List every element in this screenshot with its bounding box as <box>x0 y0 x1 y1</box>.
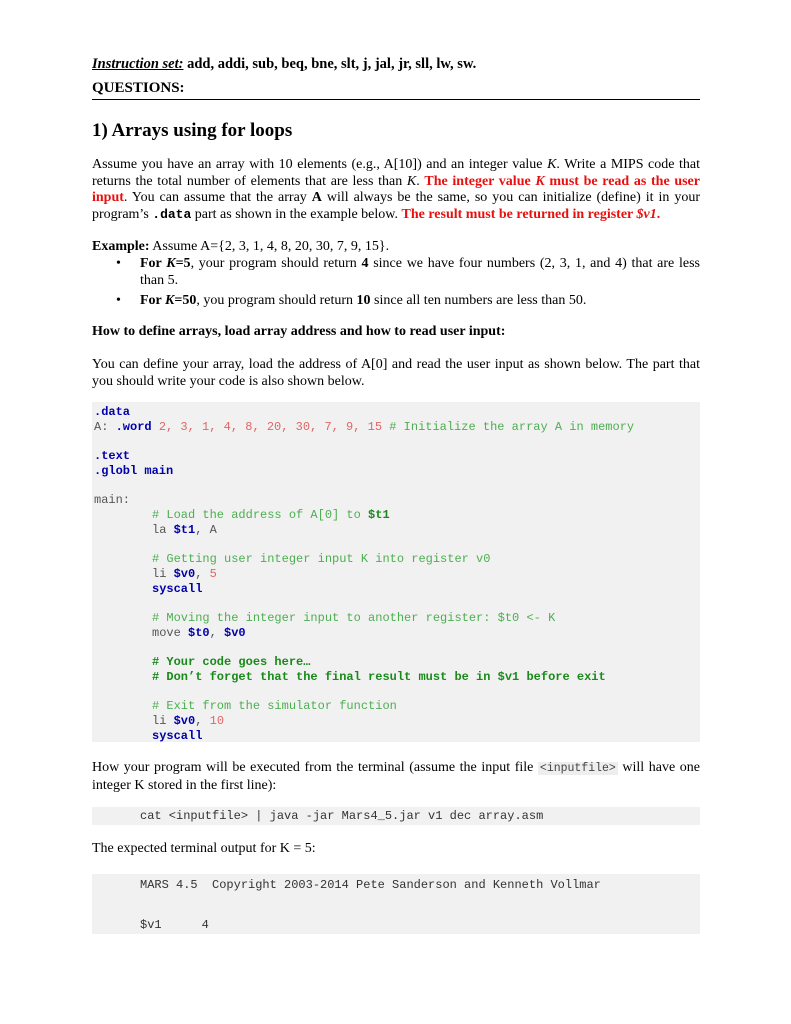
comment: # Moving the integer input to another register: $t0 <- K <box>152 611 556 625</box>
word-comment: # Initialize the array A in memory <box>382 420 635 434</box>
code-line <box>94 420 634 434</box>
comment: # Exit from the simulator function <box>152 699 397 713</box>
command-line: cat <inputfile> | java -jar Mars4_5.jar v1 dec array.asm <box>140 809 544 823</box>
exec-text-1: How your program will be executed from the terminal (assume the input file <box>92 760 538 775</box>
op: move <box>152 626 189 640</box>
expected-paragraph: The expected terminal output for K = 5: <box>92 841 316 856</box>
bullet-rest2: since all ten numbers are less than 50. <box>370 293 587 308</box>
code-line <box>152 670 606 684</box>
arg: , A <box>195 523 217 537</box>
command-block <box>92 807 700 825</box>
bullet-val: 4 <box>361 256 369 271</box>
reg: $t1 <box>173 523 196 537</box>
intro-k-1: K <box>547 157 557 172</box>
text-directive: .text <box>94 449 131 463</box>
code-line <box>152 552 490 566</box>
intro-text-1: Assume you have an array with 10 elements (e.g., A[10]) and an integer value <box>92 157 548 172</box>
example-text: Assume A={2, 3, 1, 4, 8, 20, 30, 7, 9, 15}. <box>149 239 390 254</box>
op: li <box>152 714 174 728</box>
code-line <box>152 729 202 743</box>
bullet-rest1: , you program should return <box>196 293 357 308</box>
reg: $v0 <box>173 567 196 581</box>
reg: $v0 <box>224 626 246 640</box>
bullet-k: K <box>165 293 175 308</box>
bullet-lead: For <box>140 293 166 308</box>
section-title: 1) Arrays using for loops <box>92 120 293 141</box>
comment-bold: # Don’t forget that the final result must be in $v1 before exit <box>152 670 606 684</box>
code-line <box>152 567 217 581</box>
reg: $v0 <box>173 714 196 728</box>
sep: , <box>195 567 210 581</box>
code-line <box>152 699 397 713</box>
intro-text-5: will always be the same, so you can initialize (define) it in your program’s <box>92 190 700 222</box>
instruction-set-list: add, addi, sub, beq, bne, slt, j, jal, jr, sll, lw, sw. <box>183 56 477 72</box>
exec-text-2: will have one integer K stored in the first line): <box>92 760 700 793</box>
code-line <box>94 493 130 507</box>
sep: , <box>195 714 210 728</box>
code-line <box>152 523 217 537</box>
exec-paragraph <box>92 760 700 794</box>
word-values: 2, 3, 1, 4, 8, 20, 30, 7, 9, 15 <box>151 420 383 434</box>
code-line <box>94 405 130 419</box>
code-line <box>152 714 224 728</box>
code-block <box>92 402 700 742</box>
reg: $t0 <box>188 626 210 640</box>
example-label: Example: <box>92 239 150 254</box>
output-line: MARS 4.5 Copyright 2003-2014 Pete Sanderson and Kenneth Vollmar <box>140 878 601 892</box>
main-label: main: <box>94 493 131 507</box>
globl-directive: .globl main <box>94 464 174 478</box>
bullet-icon: • <box>116 256 121 271</box>
list-item <box>92 256 700 289</box>
instruction-set-label: Instruction set: <box>92 56 184 72</box>
howto-paragraph: You can define your array, load the address of A[0] and read the user input as shown below. The part that you should write your code is also shown below. <box>92 357 700 389</box>
red-reg: $v1 <box>636 206 657 222</box>
a-label: A: <box>94 420 116 434</box>
code-line <box>152 582 202 596</box>
bullet-rest2: since we have four numbers (2, 3, 1, and 4) that are less than 5. <box>140 256 700 288</box>
bullet-val: 10 <box>356 293 371 308</box>
intro-k-2: K <box>406 173 417 189</box>
code-line <box>152 626 246 640</box>
output-result <box>140 918 209 932</box>
intro-red-2 <box>402 207 661 222</box>
intro-text-3: . <box>416 173 425 189</box>
intro-a: A <box>311 190 322 205</box>
syscall: syscall <box>152 729 203 743</box>
red-k: K <box>535 173 545 189</box>
intro-paragraph <box>92 157 700 223</box>
code-line <box>94 449 130 463</box>
num: 10 <box>209 714 225 728</box>
output-reg: $v1 <box>140 918 162 932</box>
comment-bold: # Your code goes here… <box>152 655 311 669</box>
example-line <box>92 239 389 255</box>
inputfile-code: <inputfile> <box>539 762 616 775</box>
op: la <box>152 523 174 537</box>
red-text-2: must be read as the user input <box>92 173 700 205</box>
data-directive: .data <box>94 405 131 419</box>
syscall: syscall <box>152 582 203 596</box>
bullet-icon: • <box>116 293 121 308</box>
bullet-eq: =5 <box>175 256 191 271</box>
howto-heading: How to define arrays, load array address and how to read user input: <box>92 324 506 339</box>
bullet-k: K <box>166 256 176 271</box>
bullet-rest1: , your program should return <box>190 256 362 271</box>
example-bullets <box>92 256 700 314</box>
intro-text-4: . You can assume that the array <box>123 190 312 205</box>
list-item <box>92 293 700 310</box>
instruction-set-line <box>92 56 476 73</box>
comment: # Getting user integer input K into register v0 <box>152 552 491 566</box>
red-text-3: The result must be returned in register <box>401 206 637 222</box>
code-line <box>152 508 390 522</box>
red-text-1: The integer value <box>424 173 536 189</box>
bullet-lead: For <box>140 256 167 271</box>
red-end: . <box>656 206 661 222</box>
intro-data-keyword: .data <box>152 206 192 222</box>
comment: # Load the address of A[0] to <box>152 508 369 522</box>
code-line <box>152 655 310 669</box>
bullet-eq: =50 <box>174 293 197 308</box>
intro-text-6: part as shown in the example below. <box>191 206 402 222</box>
output-value: 4 <box>201 918 209 932</box>
word-keyword: .word <box>115 420 152 434</box>
output-block <box>92 874 700 934</box>
intro-text-2: . Write a MIPS code that returns the total number of elements that are less than <box>92 157 701 189</box>
code-line <box>94 464 173 478</box>
comment-reg: $t1 <box>368 508 390 522</box>
questions-heading: QUESTIONS: <box>92 80 700 100</box>
code-line <box>152 611 555 625</box>
num: 5 <box>209 567 217 581</box>
sep: , <box>209 626 225 640</box>
op: li <box>152 567 174 581</box>
